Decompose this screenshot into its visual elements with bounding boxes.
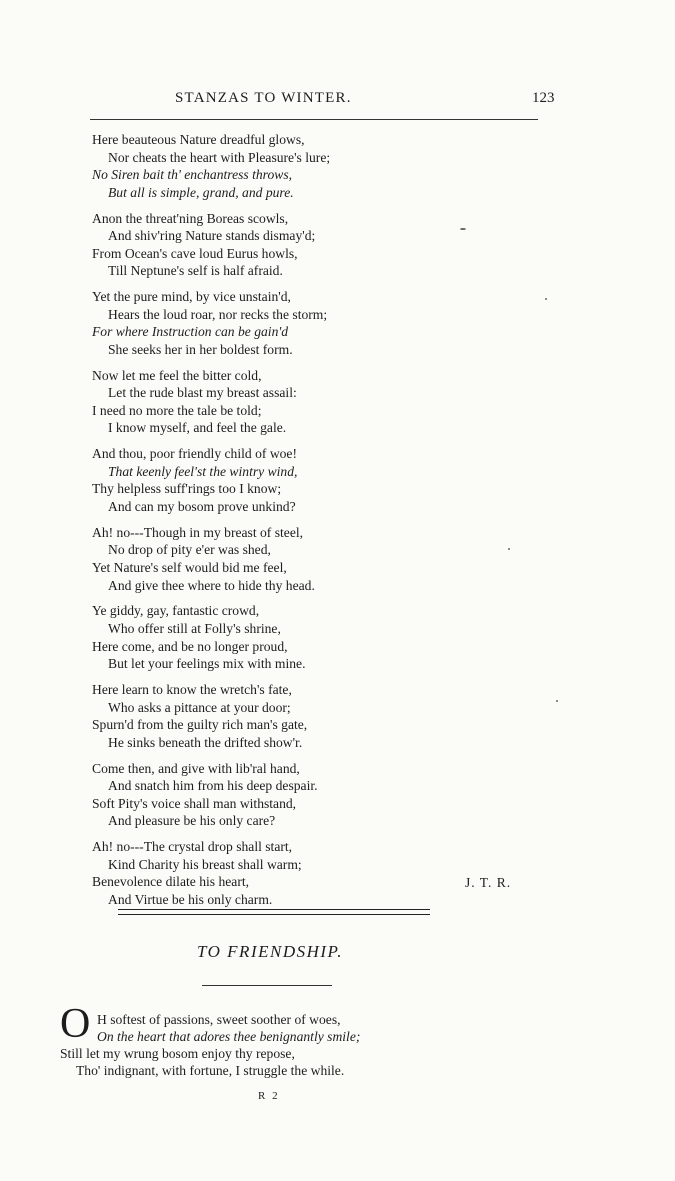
stanza [92, 524, 432, 594]
poem-line: Spurn'd from the guilty rich man's gate, [92, 717, 308, 733]
section-title: TO FRIENDSHIP. [197, 942, 343, 961]
poem-line: Ye giddy, gay, fantastic crowd, [92, 603, 260, 619]
ink-speck [508, 548, 510, 550]
poem-line: Here beauteous Nature dreadful glows, [92, 132, 305, 147]
poem-line: Who asks a pittance at your door; [108, 699, 291, 715]
poem-line: Yet Nature's self would bid me feel, [92, 560, 287, 575]
poem-line: Let the rude blast my breast assail: [108, 385, 297, 401]
stanza [92, 838, 432, 908]
stanza [92, 367, 432, 437]
poem-line: And shiv'ring Nature stands dismay'd; [108, 228, 316, 244]
poem-line: Who offer still at Folly's shrine, [108, 620, 281, 636]
header-rule [90, 119, 538, 120]
section-divider [118, 909, 430, 915]
poem-line: Here come, and be no longer proud, [92, 638, 288, 654]
printer-signature-mark: R 2 [258, 1090, 280, 1102]
poem-line: For where Instruction can be gain'd [92, 324, 289, 340]
stanza [92, 445, 432, 515]
poem-line: And thou, poor friendly child of woe! [92, 446, 297, 462]
author-signature: J. T. R. [465, 875, 512, 890]
poem-line: But all is simple, grand, and pure. [108, 184, 294, 200]
poem-line: And give thee where to hide thy head. [108, 577, 315, 593]
poem-line: And can my bosom prove unkind? [108, 499, 296, 515]
stanza [92, 288, 432, 358]
poem-line: Thy helpless suff'rings too I know; [92, 481, 282, 497]
poem-line: Still let my wrung bosom enjoy thy repose, [60, 1046, 295, 1061]
poem-line: Anon the threat'ning Boreas scowls, [92, 210, 289, 226]
poem-line: On the heart that adores thee benignantly smile; [97, 1029, 361, 1044]
ink-speck [460, 228, 466, 230]
stanza [92, 210, 432, 280]
poem-line: He sinks beneath the drifted show'r. [108, 734, 303, 750]
poem-line: Benevolence dilate his heart, [92, 874, 250, 890]
drop-cap: O [60, 1001, 91, 1047]
poem-line: And snatch him from his deep despair. [108, 778, 318, 794]
poem-line: And Virtue be his only charm. [108, 891, 273, 907]
poem-line: Now let me feel the bitter cold, [92, 367, 262, 383]
poem-line: No Siren bait th' enchantress throws, [92, 167, 293, 183]
poem-line: Till Neptune's self is half afraid. [108, 263, 283, 279]
page-number: 123 [532, 90, 555, 106]
poem-line: I know myself, and feel the gale. [108, 420, 287, 436]
title-rule [202, 985, 332, 986]
poem-line: Here learn to know the wretch's fate, [92, 681, 292, 697]
poem-line: Come then, and give with lib'ral hand, [92, 760, 300, 776]
poem-line: Tho' indignant, with fortune, I struggle the while. [76, 1063, 345, 1078]
stanza [92, 681, 432, 751]
poem-line: From Ocean's cave loud Eurus howls, [92, 245, 298, 261]
poem-line: Ah! no---The crystal drop shall start, [92, 839, 293, 855]
stanza [92, 760, 432, 830]
poem-line: Yet the pure mind, by vice unstain'd, [92, 289, 291, 305]
poem-line: Nor cheats the heart with Pleasure's lure; [108, 149, 331, 165]
poem-line: H softest of passions, sweet soother of woes, [97, 1012, 341, 1027]
poem-line: Hears the loud roar, nor recks the storm; [108, 306, 328, 322]
running-head [0, 90, 675, 112]
poem-line: That keenly feel'st the wintry wind, [108, 463, 298, 479]
poem-line: Ah! no---Though in my breast of steel, [92, 524, 304, 540]
poem-line: I need no more the tale be told; [92, 402, 262, 418]
running-title: STANZAS TO WINTER. [175, 90, 352, 106]
poem-line: Soft Pity's voice shall man withstand, [92, 795, 297, 811]
poem-stanzas-to-winter [92, 131, 432, 917]
poem-line: And pleasure be his only care? [108, 813, 276, 829]
poem-line: Kind Charity his breast shall warm; [108, 856, 302, 872]
stanza [92, 131, 432, 201]
poem-line: But let your feelings mix with mine. [108, 656, 306, 672]
poem-line: No drop of pity e'er was shed, [108, 542, 271, 558]
ink-speck [545, 298, 547, 300]
ink-speck [556, 700, 558, 702]
stanza [92, 602, 432, 672]
poem-to-friendship [60, 1011, 500, 1079]
poem-line: She seeks her in her boldest form. [108, 341, 293, 357]
